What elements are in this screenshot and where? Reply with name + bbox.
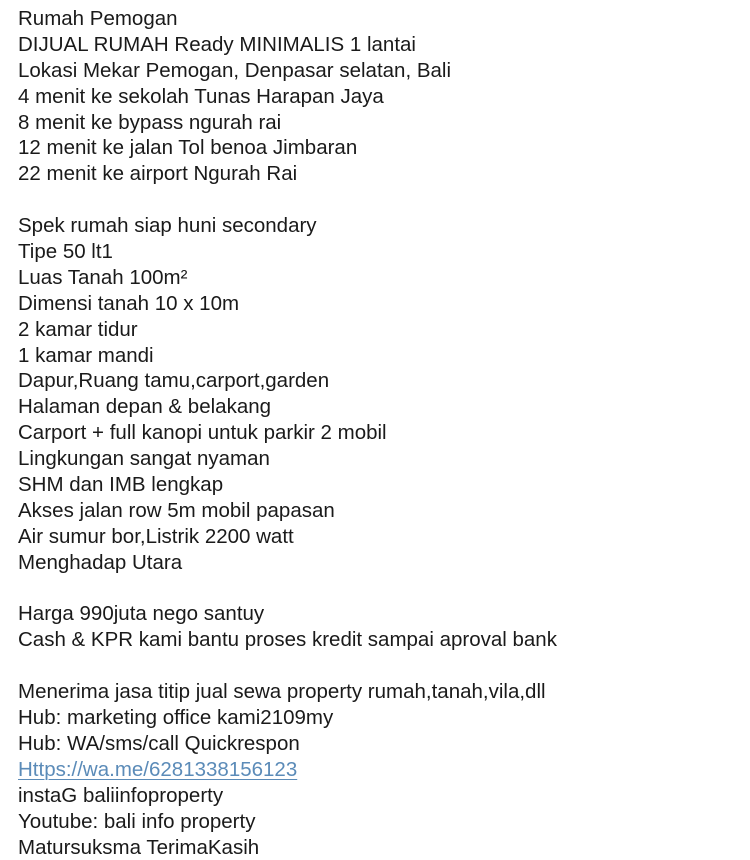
- post-line-closing: Matursuksma TerimaKasih: [18, 835, 750, 860]
- post-line-spec-land-area: Luas Tanah 100m²: [18, 265, 750, 291]
- post-line-spec-heading: Spek rumah siap huni secondary: [18, 213, 750, 239]
- post-line-spec-road-access: Akses jalan row 5m mobil papasan: [18, 498, 750, 524]
- post-line-contact-channels: Hub: WA/sms/call Quickrespon: [18, 731, 750, 757]
- post-line-distance-school: 4 menit ke sekolah Tunas Harapan Jaya: [18, 84, 750, 110]
- blank-line: [18, 653, 750, 679]
- whatsapp-link[interactable]: Https://wa.me/6281338156123: [18, 758, 297, 781]
- post-line-spec-rooms: Dapur,Ruang tamu,carport,garden: [18, 368, 750, 394]
- post-line-spec-type: Tipe 50 lt1: [18, 239, 750, 265]
- post-line-spec-yard: Halaman depan & belakang: [18, 394, 750, 420]
- post-line-title: Rumah Pemogan: [18, 6, 750, 32]
- post-line-spec-carport: Carport + full kanopi untuk parkir 2 mobil: [18, 420, 750, 446]
- post-line-youtube: Youtube: bali info property: [18, 809, 750, 835]
- post-line-spec-dimension: Dimensi tanah 10 x 10m: [18, 291, 750, 317]
- blank-line: [18, 576, 750, 602]
- post-line-location: Lokasi Mekar Pemogan, Denpasar selatan, Bali: [18, 58, 750, 84]
- post-line-distance-bypass: 8 menit ke bypass ngurah rai: [18, 110, 750, 136]
- blank-line: [18, 187, 750, 213]
- post-line-spec-facing: Menghadap Utara: [18, 550, 750, 576]
- post-line-headline: DIJUAL RUMAH Ready MINIMALIS 1 lantai: [18, 32, 750, 58]
- post-line-spec-environment: Lingkungan sangat nyaman: [18, 446, 750, 472]
- post-line-contact-office: Hub: marketing office kami2109my: [18, 705, 750, 731]
- post-line-distance-airport: 22 menit ke airport Ngurah Rai: [18, 161, 750, 187]
- post-line-instagram: instaG baliinfoproperty: [18, 783, 750, 809]
- post-line-spec-certificate: SHM dan IMB lengkap: [18, 472, 750, 498]
- post-line-payment: Cash & KPR kami bantu proses kredit sampai aproval bank: [18, 627, 750, 653]
- post-line-spec-bathrooms: 1 kamar mandi: [18, 343, 750, 369]
- post-line-distance-toll: 12 menit ke jalan Tol benoa Jimbaran: [18, 135, 750, 161]
- post-line-spec-utilities: Air sumur bor,Listrik 2200 watt: [18, 524, 750, 550]
- post-line-price: Harga 990juta nego santuy: [18, 601, 750, 627]
- post-line-services: Menerima jasa titip jual sewa property rumah,tanah,vila,dll: [18, 679, 750, 705]
- post-line-spec-bedrooms: 2 kamar tidur: [18, 317, 750, 343]
